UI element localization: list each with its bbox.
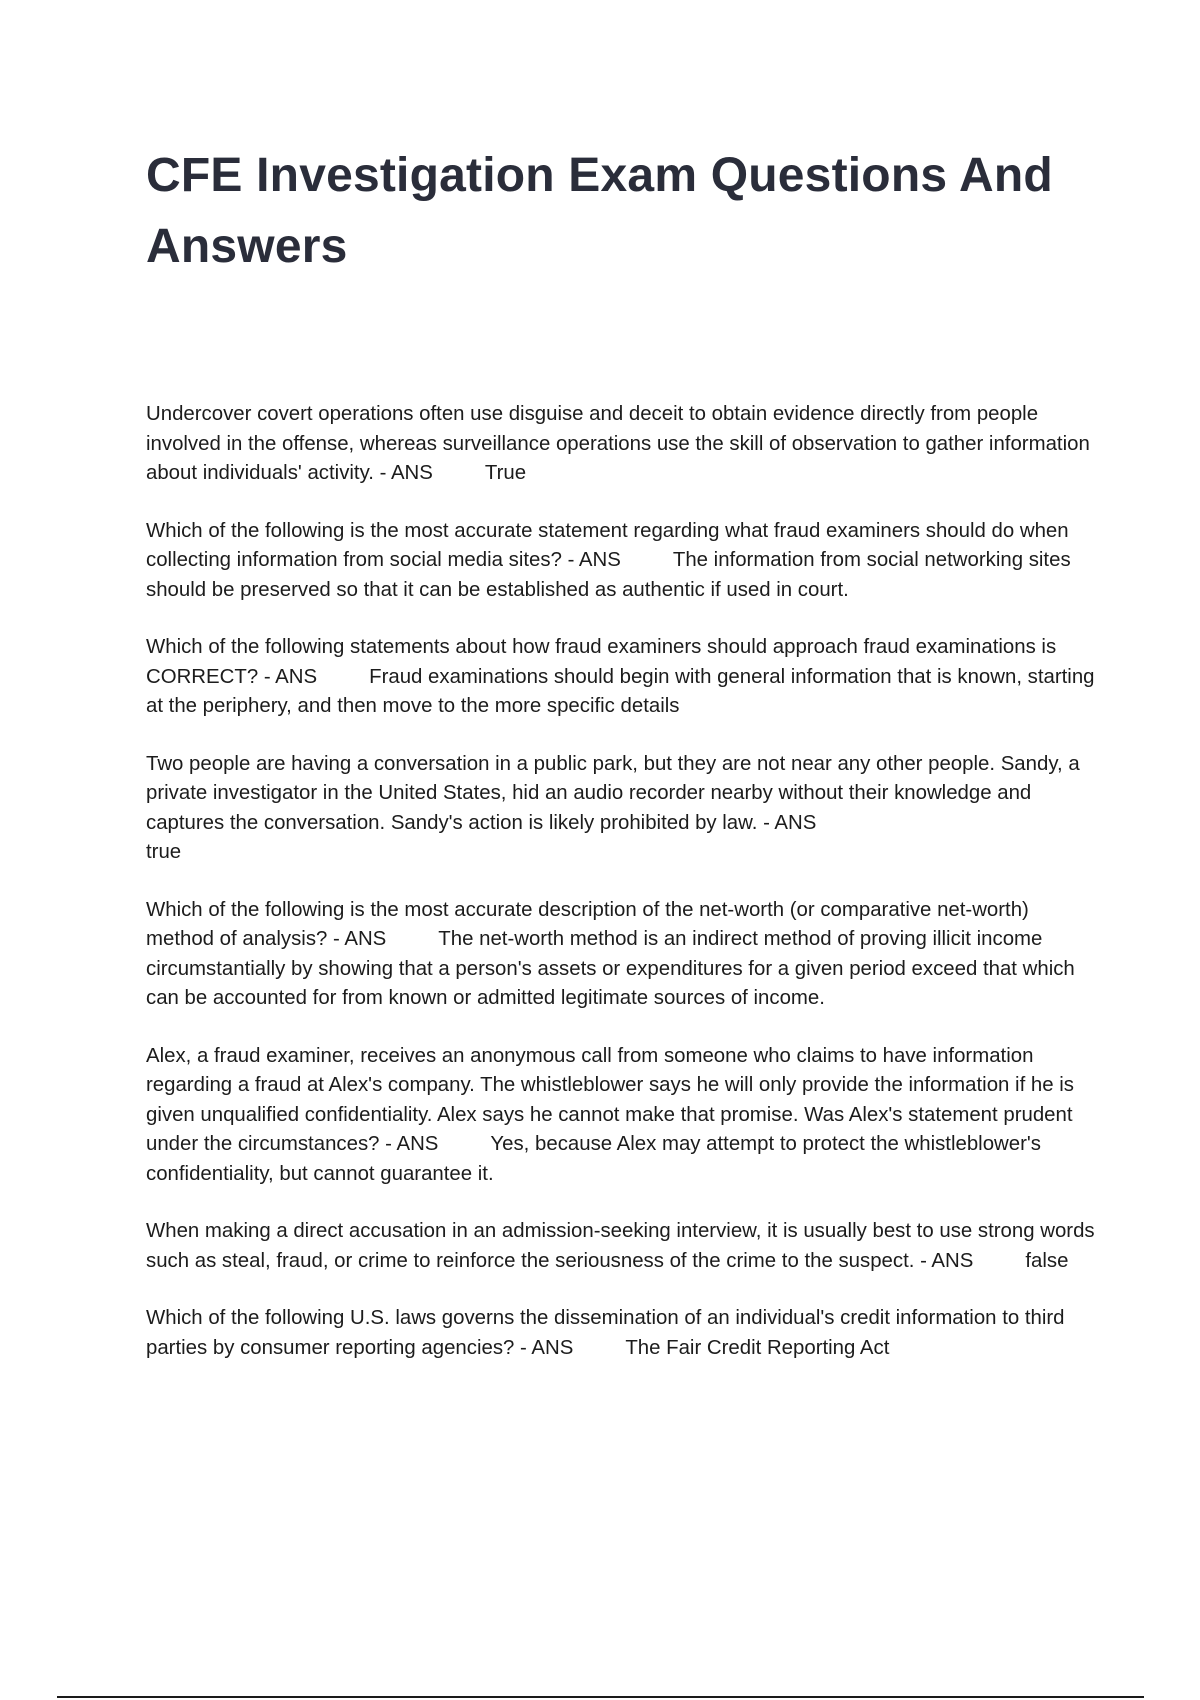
answer-marker: - ANS xyxy=(385,1133,439,1155)
qa-item xyxy=(146,896,1096,1014)
answer-text: Yes, because Alex may attempt to protect the whistleblower's confidentiality, but cannot guarantee it. xyxy=(146,1133,1041,1185)
question-text: Alex, a fraud examiner, receives an anonymous call from someone who claims to have information regarding a fraud at Alex's company. The whistleblower says he will only provide the information if he is given unqualified confidentiality. Alex says he cannot make that promise. Was Alex's statement prudent under the circumstances? xyxy=(146,1044,1074,1155)
qa-list xyxy=(146,400,1096,1391)
qa-item xyxy=(146,750,1096,868)
answer-text: false xyxy=(1025,1249,1069,1272)
answer-text: The information from social networking sites should be preserved so that it can be established as authentic if used in court. xyxy=(146,549,1071,601)
question-text: Two people are having a conversation in a public park, but they are not near any other people. Sandy, a private investigator in the United States, hid an audio recorder nearby without their knowledge and captures the conversation. Sandy's action is likely prohibited by law. xyxy=(146,752,1080,834)
answer-marker: - ANS xyxy=(763,811,817,834)
answer-text: The Fair Credit Reporting Act xyxy=(625,1336,890,1359)
qa-item xyxy=(146,1217,1096,1276)
answer-marker: - ANS xyxy=(379,462,433,484)
question-text: Which of the following is the most accurate statement regarding what fraud examiners should do when collecting information from social media sites? xyxy=(146,519,1069,571)
question-text: Which of the following statements about how fraud examiners should approach fraud examinations is CORRECT? xyxy=(146,636,1057,688)
answer-marker: - ANS xyxy=(263,665,318,688)
answer-marker: - ANS xyxy=(920,1249,974,1272)
page-title: CFE Investigation Exam Questions And Answers xyxy=(146,149,1053,273)
answer-text: Fraud examinations should begin with general information that is known, starting at the periphery, and then move to the more specific details xyxy=(146,665,1095,717)
question-text: Undercover covert operations often use disguise and deceit to obtain evidence directly from people involved in the offense, whereas surveillance operations use the skill of observation to gather information about individuals' activity. xyxy=(146,403,1090,484)
qa-item xyxy=(146,1304,1096,1363)
question-text: Which of the following U.S. laws governs the dissemination of an individual's credit information to third parties by consumer reporting agencies? xyxy=(146,1307,1065,1359)
answer-marker: - ANS xyxy=(567,549,621,571)
answer-text: The net-worth method is an indirect method of proving illicit income circumstantially by showing that a person's assets or expenditures for a given period exceed that which can be accounted for from known or admitted legitimate sources of income. xyxy=(146,928,1075,1009)
footer-divider xyxy=(57,1696,1144,1698)
question-text: Which of the following is the most accurate description of the net-worth (or comparative net-worth) method of analysis? xyxy=(146,898,1029,950)
answer-marker: - ANS xyxy=(333,928,387,950)
qa-item xyxy=(146,1042,1096,1190)
qa-item xyxy=(146,517,1096,606)
qa-item xyxy=(146,400,1096,489)
answer-text: true xyxy=(146,841,182,863)
answer-text: True xyxy=(484,462,527,484)
answer-marker: - ANS xyxy=(520,1336,574,1359)
qa-item xyxy=(146,633,1096,722)
question-text: When making a direct accusation in an admission-seeking interview, it is usually best to use strong words such as steal, fraud, or crime to reinforce the seriousness of the crime to the suspect. xyxy=(146,1220,1095,1272)
